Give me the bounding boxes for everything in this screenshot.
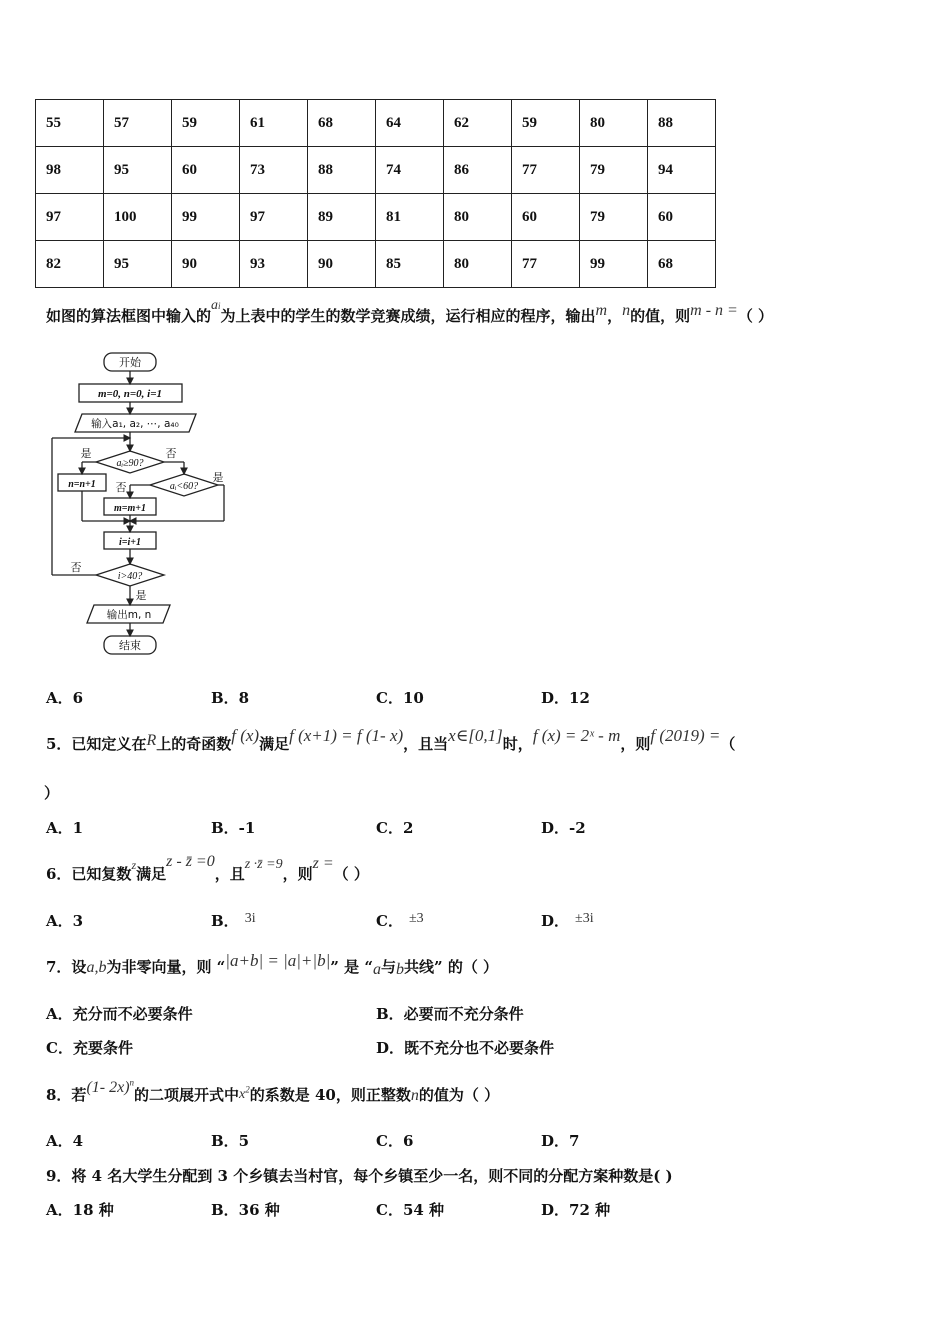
q4-option-c[interactable]: C．10: [376, 689, 424, 707]
q5-stem: [46, 726, 736, 754]
q7-option-b[interactable]: B．必要而不充分条件: [376, 1005, 524, 1023]
q4-var-m: m: [595, 302, 608, 319]
q7-expr: |a+b| = |a|+|b|: [225, 951, 331, 970]
q4-option-b[interactable]: B．8: [211, 689, 250, 707]
q6-ask: z =: [312, 855, 334, 872]
q5-def: f (x) = 2ˣ - m: [532, 726, 621, 745]
table-cell: 80: [444, 241, 512, 288]
q4-option-a[interactable]: A．6: [46, 689, 84, 707]
q6-option-d-value: ±3i: [575, 911, 594, 926]
table-cell: 80: [580, 100, 648, 147]
table-cell: 60: [512, 194, 580, 241]
q4-option-d[interactable]: D．12: [541, 689, 590, 707]
table-cell: 95: [104, 147, 172, 194]
q5-text-6: ，则: [620, 735, 651, 753]
q6-option-c[interactable]: C． ±3: [376, 911, 424, 930]
table-cell: 99: [580, 241, 648, 288]
table-cell: 57: [104, 100, 172, 147]
table-cell: 59: [172, 100, 240, 147]
q5-text-1: 5．已知定义在: [46, 735, 147, 753]
q4-var-a: ai: [211, 298, 221, 313]
flow-end-label: 结束: [119, 639, 141, 652]
q6-cond-1: z - z̄ =0: [166, 853, 215, 870]
q5-ask: f (2019) =: [650, 726, 721, 745]
table-cell: 94: [648, 147, 716, 194]
q8-option-c[interactable]: C．6: [376, 1132, 414, 1150]
flow-cond1-no: 否: [165, 447, 177, 460]
q4-text-2: 为上表中的学生的数学竞赛成绩，运行相应的程序，输出: [220, 307, 596, 325]
q8-option-d[interactable]: D．7: [541, 1132, 580, 1150]
q9-option-b[interactable]: B．36 种: [211, 1201, 280, 1219]
q4-expr: m - n =: [690, 302, 738, 319]
q6-option-a[interactable]: A．3: [46, 912, 84, 930]
q5-cond: f (x+1) = f (1- x): [289, 726, 404, 745]
q6-paren: （ ）: [333, 865, 369, 883]
q8-option-a[interactable]: A．4: [46, 1132, 84, 1150]
q9-option-a[interactable]: A．18 种: [46, 1201, 114, 1219]
flow-i-inc-label: i=i+1: [119, 537, 141, 548]
q5-var-r: R: [146, 732, 157, 749]
flow-init-label: m=0, n=0, i=1: [97, 388, 163, 400]
q5-fx: f (x): [231, 726, 260, 745]
q8-text-3: 的系数是 40，则正整数: [249, 1086, 411, 1104]
q7-var-b: b: [395, 961, 404, 978]
q6-option-c-value: ±3: [408, 911, 424, 926]
q7-option-c[interactable]: C．充要条件: [46, 1039, 133, 1057]
q5-text-3: 满足: [259, 735, 290, 753]
q7-text-5: 共线” 的（ ）: [403, 958, 499, 976]
q4-text-1: 如图的算法框图中输入的: [46, 307, 212, 325]
table-cell: 89: [308, 194, 376, 241]
q4-comma: ，: [607, 307, 623, 325]
table-row: [36, 194, 716, 241]
table-cell: 93: [240, 241, 308, 288]
q4-var-n: n: [622, 302, 631, 319]
table-cell: 95: [104, 241, 172, 288]
q5-option-a[interactable]: A．1: [46, 819, 84, 837]
q9-option-c[interactable]: C．54 种: [376, 1201, 445, 1219]
q8-text-1: 8．若: [46, 1086, 87, 1104]
table-cell: 81: [376, 194, 444, 241]
flow-input-label: 输入a₁, a₂, ⋯, a₄₀: [91, 418, 179, 430]
table-cell: 79: [580, 147, 648, 194]
q5-option-b[interactable]: B．-1: [211, 819, 256, 837]
q5-text-4: ，且当: [403, 735, 449, 753]
q7-option-a[interactable]: A．充分而不必要条件: [46, 1005, 193, 1023]
q8-var-n: n: [410, 1087, 419, 1104]
flow-start-label: 开始: [119, 356, 141, 369]
table-cell: 99: [172, 194, 240, 241]
q6-text-3: ，且: [214, 865, 245, 883]
table-cell: 73: [240, 147, 308, 194]
table-cell: 90: [308, 241, 376, 288]
table-cell: 86: [444, 147, 512, 194]
flowchart: [46, 348, 236, 658]
table-cell: 80: [444, 194, 512, 241]
q7-option-d[interactable]: D．既不充分也不必要条件: [376, 1039, 555, 1057]
flow-cond2-yes: 是: [212, 471, 224, 484]
flow-cond3-yes: 是: [135, 589, 147, 602]
q7-text-3: ” 是 “: [330, 958, 373, 976]
table-cell: 59: [512, 100, 580, 147]
q6-option-b-value: 3i: [244, 911, 256, 926]
table-row: [36, 100, 716, 147]
table-cell: 88: [648, 100, 716, 147]
table-cell: 61: [240, 100, 308, 147]
flow-output-label: 输出m, n: [106, 609, 152, 621]
q7-text-4: 与: [380, 958, 396, 976]
flow-cond1-label: aᵢ≥90?: [116, 458, 144, 469]
table-cell: 97: [240, 194, 308, 241]
flow-cond2-no: 否: [115, 481, 127, 494]
table-cell: 90: [172, 241, 240, 288]
table-cell: 77: [512, 241, 580, 288]
flow-cond2-label: aᵢ<60?: [169, 481, 199, 492]
score-table: [35, 99, 716, 288]
table-cell: 100: [104, 194, 172, 241]
flow-cond3-label: i>40?: [117, 571, 143, 582]
q9-stem: 9．将 4 名大学生分配到 3 个乡镇去当村官，每个乡镇至少一名，则不同的分配方案种数是( ): [46, 1167, 673, 1185]
flow-n-inc-label: n=n+1: [68, 479, 96, 490]
table-cell: 62: [444, 100, 512, 147]
q5-paren-close: ）: [44, 784, 60, 802]
table-cell: 60: [172, 147, 240, 194]
table-cell: 64: [376, 100, 444, 147]
q4-stem: [46, 298, 774, 326]
table-cell: 88: [308, 147, 376, 194]
q4-text-3: 的值，则: [630, 307, 691, 325]
table-cell: 74: [376, 147, 444, 194]
q8-var-x: $x^2$: [239, 1084, 250, 1102]
q8-expr: (1- 2x)$^n$: [86, 1077, 135, 1096]
q6-cond-2: z ·z̄ =9: [244, 857, 283, 872]
q6-stem: [46, 853, 369, 884]
q5-option-d[interactable]: D．-2: [541, 819, 586, 837]
q6-text-4: ，则: [282, 865, 313, 883]
q5-text-2: 上的奇函数: [156, 735, 232, 753]
q6-text-1: 6．已知复数: [46, 865, 132, 883]
q8-stem: [46, 1077, 500, 1105]
flow-m-inc-label: m=m+1: [114, 503, 146, 514]
flow-cond1-yes: 是: [80, 447, 92, 460]
table-cell: 97: [36, 194, 104, 241]
q7-var-a: a: [372, 961, 381, 978]
q5-paren-open: （: [720, 735, 736, 753]
table-cell: 60: [648, 194, 716, 241]
table-cell: 77: [512, 147, 580, 194]
table-cell: 79: [580, 194, 648, 241]
q7-text-1: 7．设: [46, 958, 87, 976]
q7-stem: [46, 951, 499, 978]
q7-text-2: 为非零向量，则 “: [106, 958, 226, 976]
q5-domain: x∈[0,1]: [448, 726, 503, 745]
q8-option-b[interactable]: B．5: [211, 1132, 250, 1150]
q4-paren: （ ）: [737, 307, 774, 325]
table-cell: 68: [648, 241, 716, 288]
table-cell: 98: [36, 147, 104, 194]
table-cell: 55: [36, 100, 104, 147]
flow-cond3-no: 否: [70, 561, 82, 574]
q5-text-5: 时，: [502, 735, 533, 753]
q5-option-c[interactable]: C．2: [376, 819, 414, 837]
table-row: [36, 241, 716, 288]
table-cell: 85: [376, 241, 444, 288]
q8-text-4: 的值为（ ）: [418, 1086, 500, 1104]
q8-text-2: 的二项展开式中: [134, 1086, 240, 1104]
table-cell: 68: [308, 100, 376, 147]
q6-text-2: 满足: [136, 865, 167, 883]
table-cell: 82: [36, 241, 104, 288]
q6-option-b[interactable]: B． 3i: [211, 911, 256, 930]
q6-var-z: z: [131, 858, 137, 872]
q9-option-d[interactable]: D．72 种: [541, 1201, 611, 1219]
q6-option-d[interactable]: D． ±3i: [541, 911, 594, 930]
table-row: [36, 147, 716, 194]
q7-vars: a,b: [86, 959, 107, 976]
